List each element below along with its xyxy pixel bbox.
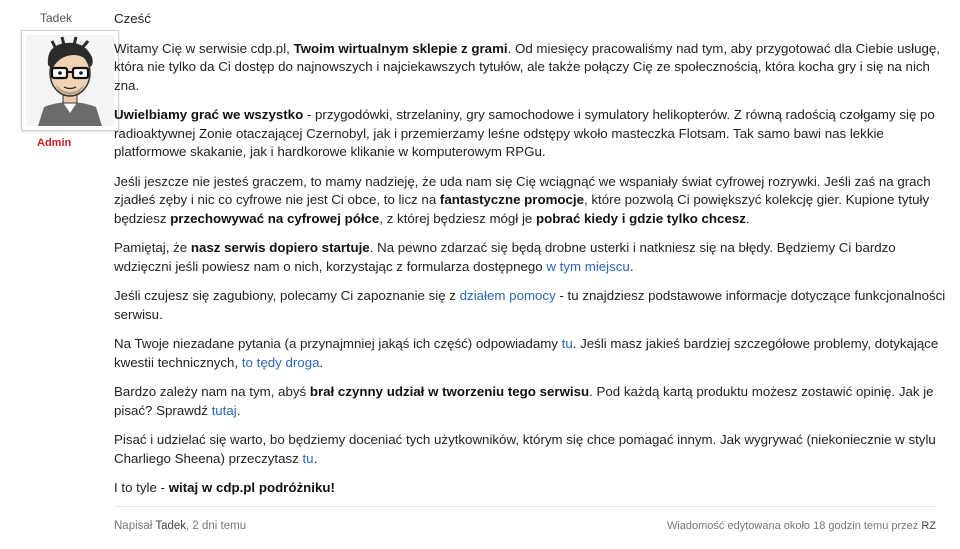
text: Pisać i udzielać się warto, bo będziemy doceniać tych użytkowników, którym się chce pomagać innym. Jak wygrywać (niekoniecznie w stylu Charliego Sheena) przeczytasz [114,432,936,466]
edited-by-link[interactable]: RZ [921,520,936,532]
written-suffix: , 2 dni temu [186,520,247,532]
text: . [236,402,241,418]
edited-info [667,520,936,532]
post-footer [114,506,936,532]
text: , które pozwolą Ci powiększyć kolekcję gier. Kupione tytuły będziesz [114,192,930,226]
paragraph-bugs [114,239,952,276]
tech-support-link[interactable]: to tędy droga [241,354,320,370]
edited-prefix: Wiadomość edytowana około 18 godzin temu przez [666,520,922,532]
help-section-link[interactable]: działem pomocy [459,288,556,303]
paragraph-games [114,106,952,162]
written-author-link[interactable]: Tadek [155,520,187,532]
paragraph-shelf [114,173,952,229]
paragraph-help [114,287,952,324]
author-name[interactable]: Tadek [40,11,73,25]
text: . Od miesięcy pracowaliśmy nad tym, aby przygotować dla Ciebie usługę, która nie tylko da Ci dostęp do najnowszych i najciekawszych tytułów, ale także połączy Cię ze społecznością, która kocha gry i się na nich zna. [114,40,940,93]
rewards-link[interactable]: tu [302,450,314,466]
post-greeting: Cześć [114,11,151,26]
text: Pamiętaj, że [114,240,191,255]
bold-text: fantastyczne promocje [439,192,585,207]
text: - przygodówki, strzelaniny, gry samochodowe i symulatory helikopterów. Z równą radością czołgamy się po radioaktywnej Zonie otaczającej Czernobyl, jak i przemierzamy leśne odstępy wkoło masteczka Flotsam. Tak samo bawi nas lekkie platformowe skakanie, jak i hardkorowe klikanie w komputerowym RPGu. [114,107,935,159]
written-prefix: Napisał [114,520,156,532]
text: Jeśli czujesz się zagubiony, polecamy Ci zapoznanie się z [114,288,460,303]
bold-text: witaj w cdp.pl podróżniku! [168,480,335,495]
post-body [114,10,952,509]
text: Witamy Cię w serwisie cdp.pl, [114,40,294,56]
bug-report-link[interactable]: w tym miejscu [546,258,630,274]
bold-text: nasz serwis dopiero startuje [190,240,370,255]
written-by [114,520,246,532]
bold-text: Uwielbiamy grać we wszystko [114,107,304,122]
text: - tu znajdziesz podstawowe informacje dotyczące funkcjonalności serwisu. [114,288,946,322]
text: . [629,258,634,274]
text: . Na pewno zdarzać się będą drobne usterki i natkniesz się na błędy. Będziemy Ci bardzo wdzięczni jeśli powiesz nam o nich, korzystając z formularza dostępnego [114,240,896,274]
text: , z której będziesz mógł je [379,210,537,226]
review-guide-link[interactable]: tutaj [211,402,237,418]
role-badge: Admin [37,137,72,149]
paragraph-closing [114,479,952,498]
faq-link[interactable]: tu [561,336,573,351]
text: . [745,210,750,226]
text: . [319,354,324,370]
paragraph-reviews [114,383,952,420]
text: . Pod każdą kartą produktu możesz zostawić opinię. Jak je pisać? Sprawdź [114,384,934,418]
bold-text: brał czynny udział w tworzeniu tego serwisu [309,384,590,399]
text: Jeśli jeszcze nie jesteś graczem, to mamy nadzieję, że uda nam się Cię wciągnąć we wspaniały świat cyfrowej rozrywki. Jeśli zaś na grach zjadłeś zęby i nic co cyfrowe nie jest Ci obce, to licz na [114,173,931,207]
text: Bardzo zależy nam na tym, abyś [114,384,310,399]
paragraph-faq [114,335,952,372]
text: I to tyle - [114,480,169,495]
paragraph-rewards [114,431,952,468]
text: Na Twoje niezadane pytania (a przynajmniej jakąś ich część) odpowiadamy [114,336,562,351]
avatar[interactable] [21,30,119,131]
text: . Jeśli masz jakieś bardziej szczegółowe problemy, dotykające kwestii technicznych, [114,336,939,370]
cartoon-man-with-glasses-icon [26,35,114,126]
bold-text: pobrać kiedy i gdzie tylko chcesz [536,210,746,226]
bold-text: Twoim wirtualnym sklepie z grami [293,40,508,56]
text: . [313,450,318,466]
bold-text: przechowywać na cyfrowej półce [170,210,380,226]
paragraph-intro [114,40,952,96]
